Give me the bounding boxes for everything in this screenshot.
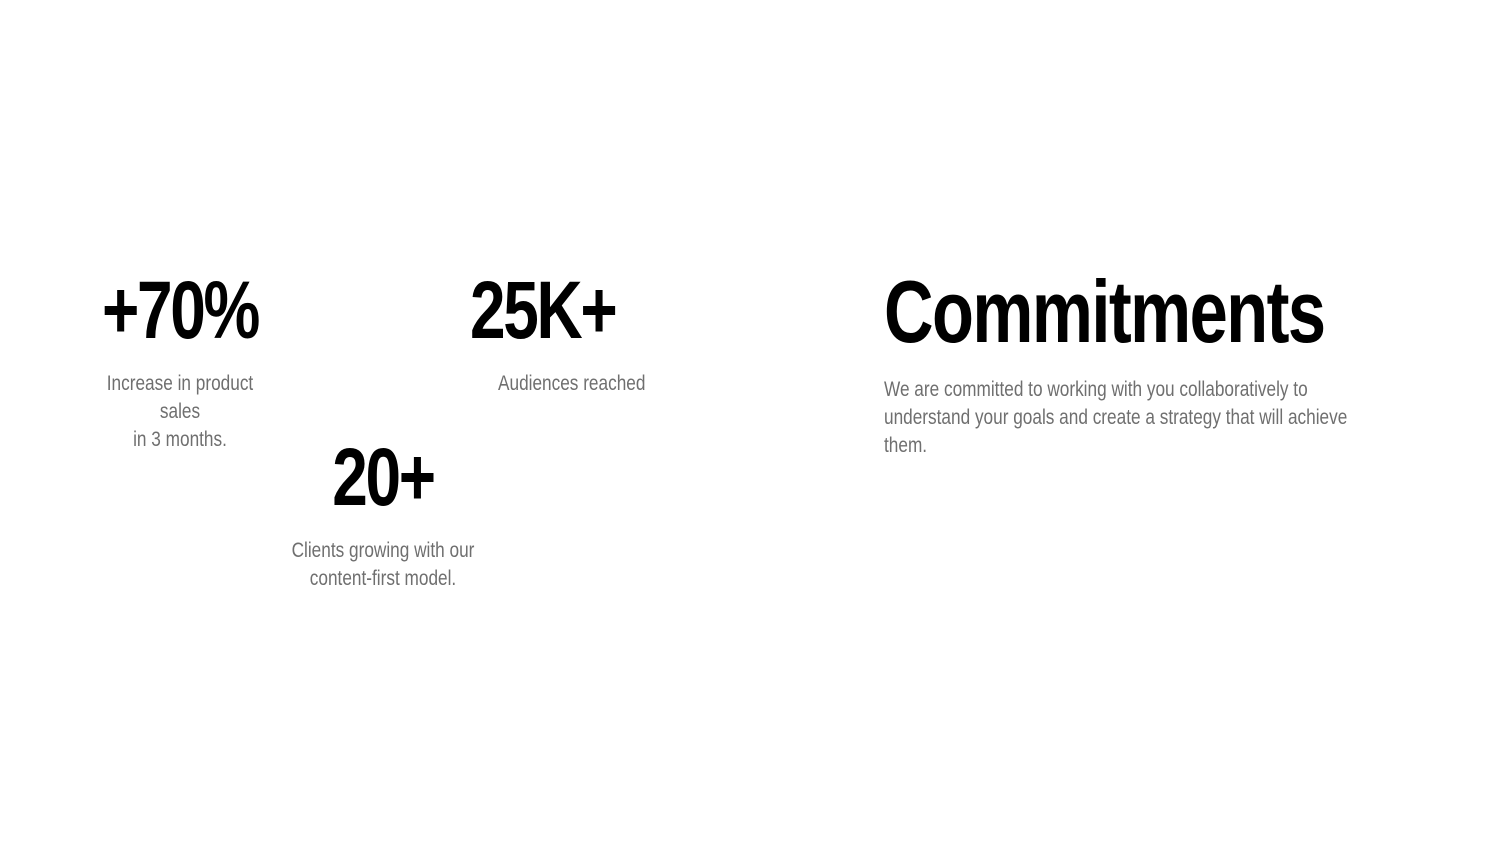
stat-description: Audiences reached (498, 372, 646, 395)
stat-description: Increase in product sales in 3 months. (106, 372, 254, 451)
stat-description: Clients growing with our content-first model. (291, 539, 475, 590)
commitments-body: We are committed to working with you collaboratively to understand your goals and create a strategy that will achieve them. (884, 378, 1348, 457)
stat-sales-increase (60, 265, 300, 454)
commitments-section (884, 262, 1444, 460)
stat-value: 20+ (332, 432, 434, 523)
stat-value: +70% (101, 265, 258, 356)
stat-value: 25K+ (470, 265, 616, 356)
stat-clients (268, 432, 498, 593)
commitments-title: Commitments (884, 262, 1325, 361)
stat-audiences-reached (470, 265, 690, 398)
